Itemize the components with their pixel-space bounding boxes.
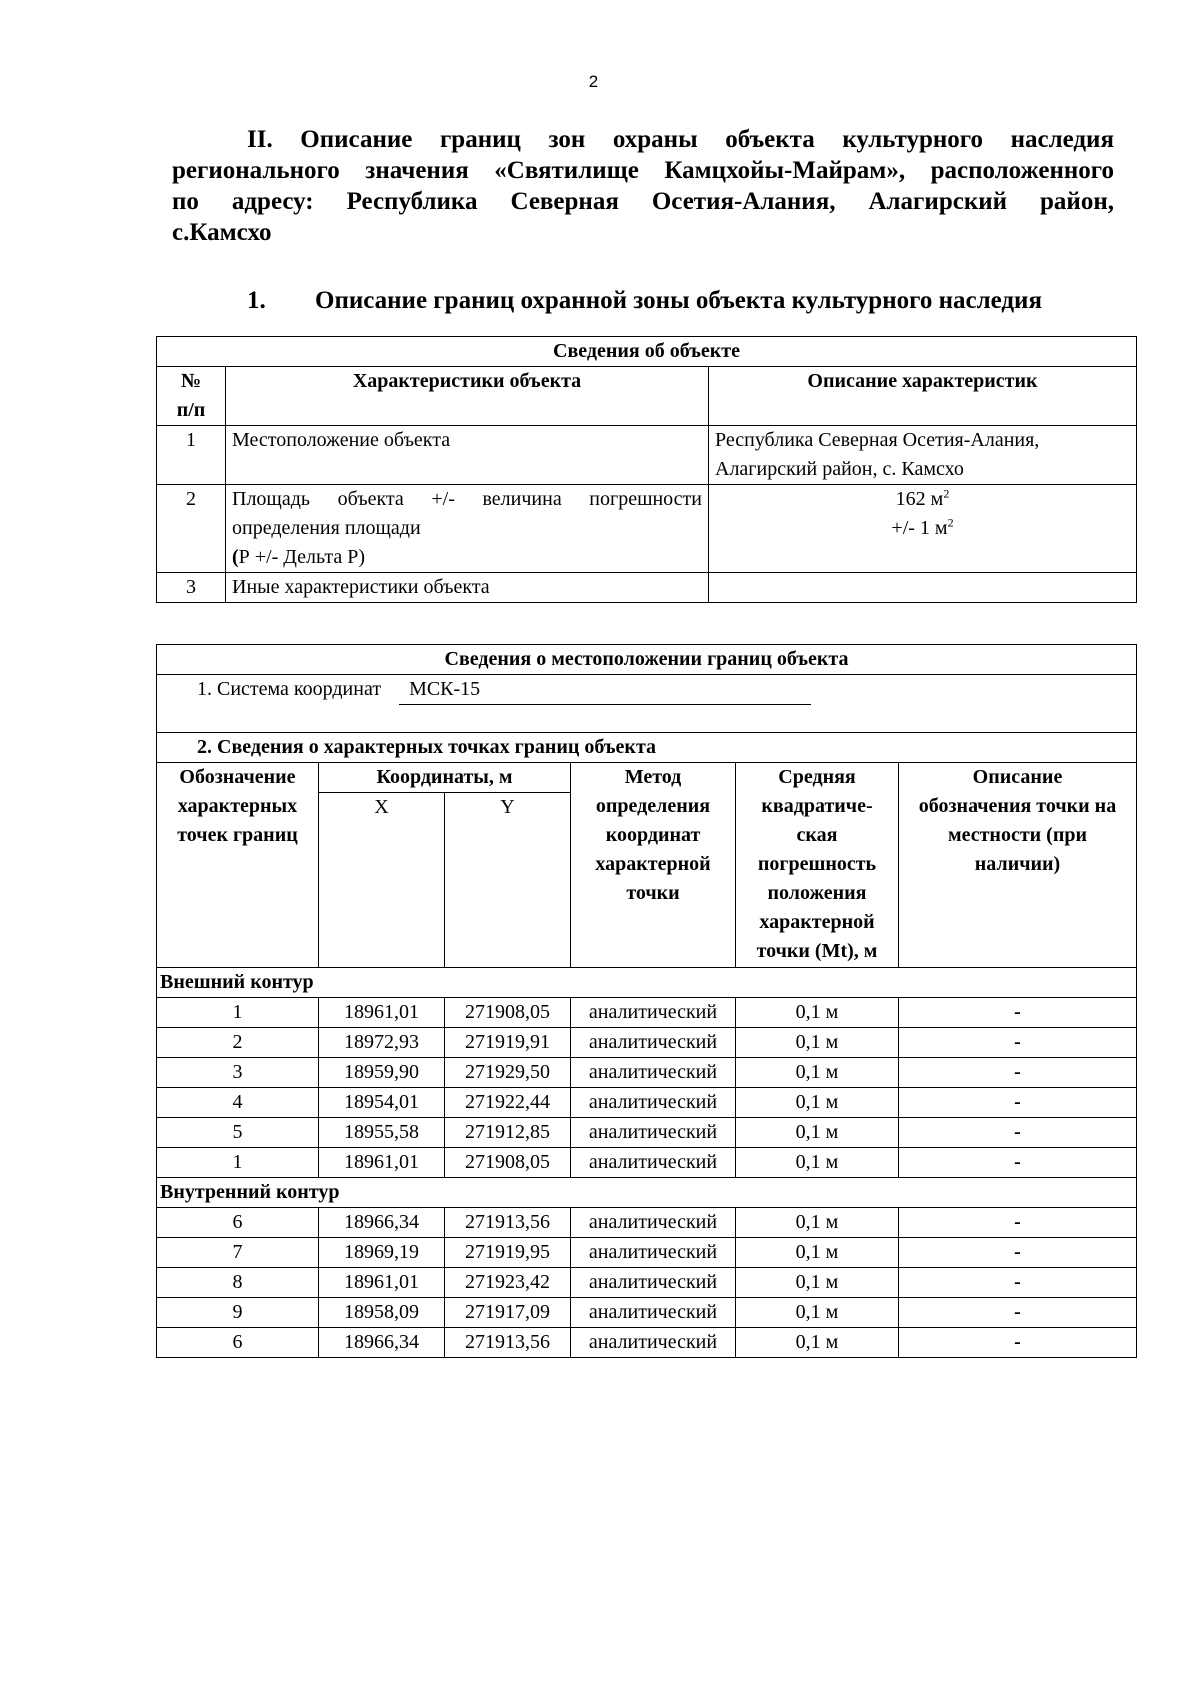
table-row [157,485,1137,573]
header-coordinates: Координаты, м [319,763,571,793]
cell-x: 18972,93 [319,1028,445,1058]
page-number: 2 [588,72,599,91]
cell-value-line: Республика Северная Осетия-Алания, [715,429,1040,451]
cell-num: 1 [157,426,226,485]
heading-line: II. Описание границ зон охраны объекта культурного наследия [247,126,1114,153]
area-error [715,514,1130,543]
subsection-heading [247,285,1117,316]
header-description: Описание характеристик [709,367,1137,426]
cell-y: 271919,91 [445,1028,571,1058]
header-location [899,763,1137,968]
points-title-row [157,733,1137,763]
cell-point: 5 [157,1118,319,1148]
table-title: Сведения о местоположении границ объекта [157,645,1137,675]
cell-y: 271922,44 [445,1088,571,1118]
cell-x: 18954,01 [319,1088,445,1118]
header-line: точки [626,882,680,904]
subsection-title: Описание границ охранной зоны объекта культурного наследия [315,287,1042,314]
cell-point: 1 [157,1148,319,1178]
header-line: координат [605,824,701,846]
cell-method: аналитический [571,1208,736,1238]
cell-description: - [899,1088,1137,1118]
table-header-row [157,367,1137,426]
header-text: № [180,370,202,392]
header-line: Обозначение [179,766,296,788]
cell-y: 271929,50 [445,1058,571,1088]
cell-x: 18958,09 [319,1298,445,1328]
cell-method: аналитический [571,1328,736,1358]
table-row [157,1268,1137,1298]
cell-description: - [899,1298,1137,1328]
cell-y: 271913,56 [445,1208,571,1238]
cell-point: 1 [157,998,319,1028]
cell-description: - [899,1238,1137,1268]
contour-row [157,1178,1137,1208]
header-line: характерной [595,853,711,875]
header-line: точки (Mt), м [756,940,878,962]
inner-contour-label: Внутренний контур [157,1178,1137,1208]
header-error [736,763,899,968]
cell-error: 0,1 м [736,1028,899,1058]
cell-y: 271908,05 [445,1148,571,1178]
cell-error: 0,1 м [736,1208,899,1238]
cell-method: аналитический [571,998,736,1028]
header-line: определения [595,795,711,817]
cell-method: аналитический [571,1088,736,1118]
cell-method: аналитический [571,1268,736,1298]
coordinate-system [157,675,1137,733]
contour-row [157,968,1137,998]
cell-description: - [899,1328,1137,1358]
cell-method: аналитический [571,1238,736,1268]
table-row [157,573,1137,603]
header-num [157,367,226,426]
cell-method: аналитический [571,1298,736,1328]
boundary-coordinates-table [156,644,1137,1358]
table-row [157,426,1137,485]
cell-x: 18961,01 [319,1268,445,1298]
area-power: 2 [943,486,950,501]
cell-point: 3 [157,1058,319,1088]
heading-line: регионального значения «Святилище Камцхойы-Майрам», расположенного [172,157,1114,184]
cell-description: - [899,1058,1137,1088]
inner-contour-rows [157,1208,1137,1358]
header-characteristics: Характеристики объекта [226,367,709,426]
heading-line: по адресу: Республика Северная Осетия-Алания, Алагирский район, [172,188,1114,215]
cell-name-line [232,543,702,572]
table-header-row [157,763,1137,793]
cell-point: 9 [157,1298,319,1328]
cell-value-line: Алагирский район, с. Камсхо [715,458,964,480]
cell-error: 0,1 м [736,1328,899,1358]
cell-description: - [899,1028,1137,1058]
header-y: Y [445,793,571,968]
cell-y: 271913,56 [445,1328,571,1358]
cell-error: 0,1 м [736,1118,899,1148]
cell-x: 18966,34 [319,1328,445,1358]
cell-error: 0,1 м [736,1238,899,1268]
cell-name: Иные характеристики объекта [226,573,709,603]
header-line: местности (при [947,824,1088,846]
cell-x: 18961,01 [319,998,445,1028]
table-row [157,1088,1137,1118]
points-title: 2. Сведения о характерных точках границ объекта [157,733,1137,763]
object-info-table [156,336,1137,603]
cell-method: аналитический [571,1028,736,1058]
cell-num: 2 [157,485,226,573]
outer-contour-rows [157,998,1137,1178]
table-row [157,1028,1137,1058]
header-line: наличии) [974,853,1061,875]
cell-x: 18969,19 [319,1238,445,1268]
header-line: ская [796,824,838,846]
cell-value [709,485,1137,573]
cell-error: 0,1 м [736,1268,899,1298]
cell-x: 18959,90 [319,1058,445,1088]
cell-x: 18961,01 [319,1148,445,1178]
coordinate-system-row [157,675,1137,733]
cell-name [226,485,709,573]
area-error-power: 2 [947,515,954,530]
cell-y: 271912,85 [445,1118,571,1148]
cell-y: 271908,05 [445,998,571,1028]
header-line: Описание [972,766,1063,788]
cell-name-line: определения площади [232,517,421,539]
area-text: 162 м [895,488,944,510]
area-error-text: +/- 1 м [891,517,948,539]
table-row [157,1298,1137,1328]
table-row [157,1148,1137,1178]
table-row [157,1118,1137,1148]
cell-x: 18955,58 [319,1118,445,1148]
header-line: погрешность [757,853,877,875]
cell-description: - [899,1148,1137,1178]
table-row [157,1208,1137,1238]
cell-name-text: Р +/- Дельта Р) [238,546,366,568]
cell-point: 2 [157,1028,319,1058]
cell-method: аналитический [571,1118,736,1148]
cell-y: 271917,09 [445,1298,571,1328]
header-line: Средняя [778,766,856,788]
cell-value [709,573,1137,603]
cell-description: - [899,1118,1137,1148]
header-x: X [319,793,445,968]
header-line: точек границ [177,824,298,846]
cell-method: аналитический [571,1148,736,1178]
table-title-row [157,337,1137,367]
subsection-number: 1. [247,287,266,314]
cell-description: - [899,1268,1137,1298]
cell-error: 0,1 м [736,1148,899,1178]
cell-point: 6 [157,1208,319,1238]
table-title-row [157,645,1137,675]
cell-point: 8 [157,1268,319,1298]
cell-point: 7 [157,1238,319,1268]
table-title: Сведения об объекте [157,337,1137,367]
cell-method: аналитический [571,1058,736,1088]
table-row [157,1238,1137,1268]
heading-line: с.Камсхо [172,219,272,246]
cell-point: 6 [157,1328,319,1358]
coordinate-system-value: МСК-15 [399,675,811,705]
cell-error: 0,1 м [736,1298,899,1328]
header-line: характерных [177,795,298,817]
cell-name: Местоположение объекта [226,426,709,485]
cell-y: 271923,42 [445,1268,571,1298]
bold-paren: ( [232,546,239,568]
table-row [157,1328,1137,1358]
outer-contour-label: Внешний контур [157,968,1137,998]
cell-description: - [899,998,1137,1028]
cell-value [709,426,1137,485]
table-row [157,998,1137,1028]
header-line: Метод [624,766,682,788]
coordinate-system-label: 1. Система координат [197,678,382,700]
cell-error: 0,1 м [736,998,899,1028]
cell-error: 0,1 м [736,1088,899,1118]
cell-name-line: Площадь объекта +/- величина погрешности [232,488,702,510]
header-line: квадратиче- [761,795,873,817]
section-heading [172,124,1114,248]
header-method [571,763,736,968]
header-text: п/п [176,399,206,421]
cell-point: 4 [157,1088,319,1118]
cell-num: 3 [157,573,226,603]
header-designation [157,763,319,968]
header-line: характерной [759,911,875,933]
cell-error: 0,1 м [736,1058,899,1088]
header-line: обозначения точки на [918,795,1117,817]
table-row [157,1058,1137,1088]
area-value [715,485,1130,514]
header-line: положения [767,882,867,904]
cell-y: 271919,95 [445,1238,571,1268]
cell-description: - [899,1208,1137,1238]
cell-x: 18966,34 [319,1208,445,1238]
